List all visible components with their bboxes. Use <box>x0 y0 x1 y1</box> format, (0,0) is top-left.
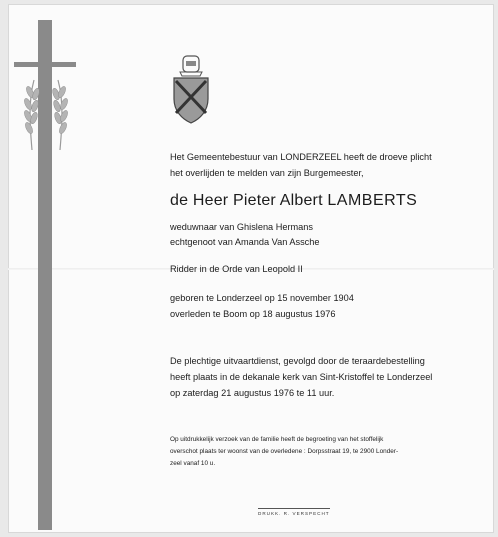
note-line-2: overschot plaats ter woonst van de overledene : Dorpsstraat 19, te 2900 Londer- <box>170 448 399 455</box>
announcement-line-1: Het Gemeentebestuur van LONDERZEEL heeft de droeve plicht <box>170 152 432 162</box>
died-line: overleden te Boom op 18 augustus 1976 <box>170 309 336 319</box>
announcement-line-2: het overlijden te melden van zijn Burgemeester, <box>170 168 364 178</box>
spouse-line: echtgenoot van Amanda Van Assche <box>170 237 320 247</box>
service-line-2: heeft plaats in de dekanale kerk van Sint-Kristoffel te Londerzeel <box>170 372 433 382</box>
service-line-3: op zaterdag 21 augustus 1976 te 11 uur. <box>170 388 335 398</box>
service-line-1: De plechtige uitvaartdienst, gevolgd door de teraardebestelling <box>170 356 425 366</box>
honor-line: Ridder in de Orde van Leopold II <box>170 264 303 274</box>
note-line-1: Op uitdrukkelijk verzoek van de familie heeft de begroeting van het stoffelijk <box>170 436 384 443</box>
wheat-icon <box>20 72 72 152</box>
printer-credit: DRUKK. R. VERSPECHT <box>258 508 330 516</box>
deceased-surname: LAMBERTS <box>327 192 418 209</box>
coat-of-arms-icon <box>170 53 212 125</box>
note-line-3: zeel vanaf 10 u. <box>170 460 216 467</box>
deceased-name <box>170 192 417 210</box>
born-line: geboren te Londerzeel op 15 november 1904 <box>170 293 354 303</box>
widower-line: weduwnaar van Ghislena Hermans <box>170 222 313 232</box>
deceased-given-names: de Heer Pieter Albert <box>170 192 328 209</box>
cross-bar <box>14 62 76 67</box>
